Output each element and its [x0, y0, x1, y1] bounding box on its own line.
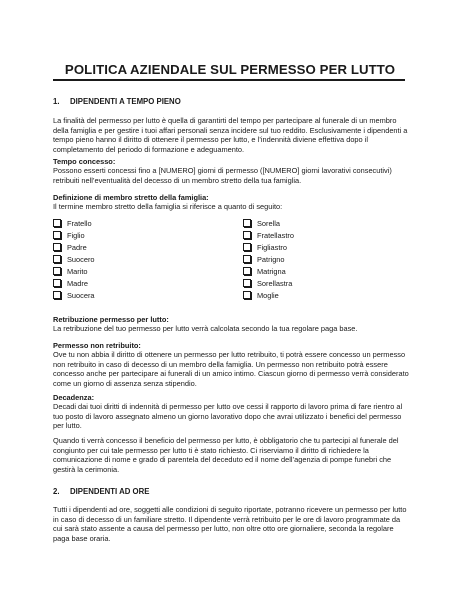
checkbox-icon [53, 267, 61, 275]
checkbox-icon [53, 243, 61, 251]
retribuzione-text: La retribuzione del tuo permesso per lutto verrà calcolata secondo la tua regolare paga base. [53, 324, 358, 333]
checkbox-icon [243, 219, 251, 227]
section-1-title: DIPENDENTI A TEMPO PIENO [70, 97, 181, 106]
checkbox-icon [243, 231, 251, 239]
checkbox-label: Suocera [67, 291, 95, 300]
title-divider [53, 79, 405, 81]
checkbox-item[interactable] [53, 279, 88, 289]
checkbox-label: Figliastro [257, 243, 287, 252]
checkbox-icon [243, 267, 251, 275]
checkbox-label: Moglie [257, 291, 279, 300]
checkbox-label: Figlio [67, 231, 85, 240]
checkbox-item[interactable] [53, 243, 87, 253]
section-1-number: 1. [53, 97, 60, 106]
closing-paragraph: Quando ti verrà concesso il beneficio del permesso per lutto, è obbligatorio che tu partecipi al funerale del congiunto per cui tale permesso per lutto ti è stato richiesto. Ci riserviamo il diritto di richiedere la comunicazione di nome e grado di parentela del deceduto ed il nome dell’agenzia di pompe funebri che gestirà la cerimonia. [53, 436, 399, 474]
checkbox-label: Marito [67, 267, 88, 276]
checkbox-icon [53, 231, 61, 239]
checkbox-icon [243, 279, 251, 287]
tempo-concesso-heading: Tempo concesso: [53, 157, 116, 166]
non-retribuito-text: Ove tu non abbia il diritto di ottenere un permesso per lutto retribuito, ti potrà essere concesso un permesso non retribuito in caso di decesso di un membro della famiglia. Un permesso non retribuito potrà essere concesso anche per partecipare ai funerali di un amico intimo. Ciascun giorno di permesso verrà considerato come un giorno di assenza senza stipendio. [53, 350, 409, 388]
checkbox-item[interactable] [53, 267, 88, 277]
checkbox-item[interactable] [243, 267, 286, 277]
definition-heading: Definizione di membro stretto della famiglia: [53, 193, 209, 202]
checkbox-label: Fratello [67, 219, 92, 228]
checkbox-icon [53, 219, 61, 227]
checkbox-item[interactable] [243, 255, 285, 265]
checkbox-icon [243, 291, 251, 299]
checkbox-item[interactable] [243, 291, 279, 301]
checkbox-label: Madre [67, 279, 88, 288]
decadenza-text: Decadi dai tuoi diritti di indennità di permesso per lutto ove cessi il rapporto di lavoro prima di fare rientro al tuo posto di lavoro assegnato almeno un giorno lavorativo dopo che avrai utilizzato i benefici del permesso per lutto. [53, 402, 403, 431]
checkbox-label: Patrigno [257, 255, 285, 264]
section-1-intro: La finalità del permesso per lutto è quella di garantirti del tempo per partecipare al funerale di un membro della famiglia e per gestire i tuoi affari personali senza incidere sul tuo reddito. Esclusivamente i dipendenti a tempo pieno hanno il diritto di ottenere il permesso per lutto, e l’indennità diviene effettiva dopo il completamento del periodo di formazione e adeguamento. [53, 116, 408, 154]
section-2-heading [53, 487, 149, 496]
definition-text: Il termine membro stretto della famiglia si riferisce a quanto di seguito: [53, 202, 283, 211]
section-2-number: 2. [53, 487, 60, 496]
tempo-concesso-text: Possono esserti concessi fino a [NUMERO] giorni di permesso ([NUMERO] giorni lavorativi consecutivi) retribuiti nell’eventualità del decesso di un membro stretto della tua famiglia. [53, 166, 392, 185]
checkbox-label: Sorellastra [257, 279, 293, 288]
non-retribuito-heading: Permesso non retribuito: [53, 341, 141, 350]
checkbox-item[interactable] [243, 219, 280, 229]
checkbox-icon [53, 255, 61, 263]
checkbox-item[interactable] [53, 255, 95, 265]
checkbox-item[interactable] [53, 219, 92, 229]
checkbox-label: Fratellastro [257, 231, 294, 240]
checkbox-icon [243, 243, 251, 251]
checkbox-item[interactable] [243, 279, 292, 289]
section-2-title: DIPENDENTI AD ORE [70, 487, 150, 496]
checkbox-label: Padre [67, 243, 87, 252]
checkbox-label: Suocero [67, 255, 95, 264]
decadenza-heading: Decadenza: [53, 393, 95, 402]
document-title: POLITICA AZIENDALE SUL PERMESSO PER LUTTO [64, 62, 396, 77]
checkbox-icon [53, 279, 61, 287]
section-1-heading [53, 97, 181, 106]
checkbox-icon [53, 291, 61, 299]
checkbox-icon [243, 255, 251, 263]
checkbox-item[interactable] [53, 231, 85, 241]
checkbox-item[interactable] [53, 291, 95, 301]
retribuzione-heading: Retribuzione permesso per lutto: [53, 315, 169, 324]
checkbox-label: Matrigna [257, 267, 286, 276]
checkbox-item[interactable] [243, 243, 287, 253]
section-2-text: Tutti i dipendenti ad ore, soggetti alle condizioni di seguito riportate, potranno ricevere un permesso per lutto in caso di decesso di un familiare stretto. Il dipendente verrà retribuito per le ore di lavoro programmate da cui sarà stato assente a causa del permesso per lutto, non oltre otto ore giornaliere, seconda la regolare paga base oraria. [53, 505, 407, 543]
checkbox-label: Sorella [257, 219, 281, 228]
checkbox-item[interactable] [243, 231, 294, 241]
